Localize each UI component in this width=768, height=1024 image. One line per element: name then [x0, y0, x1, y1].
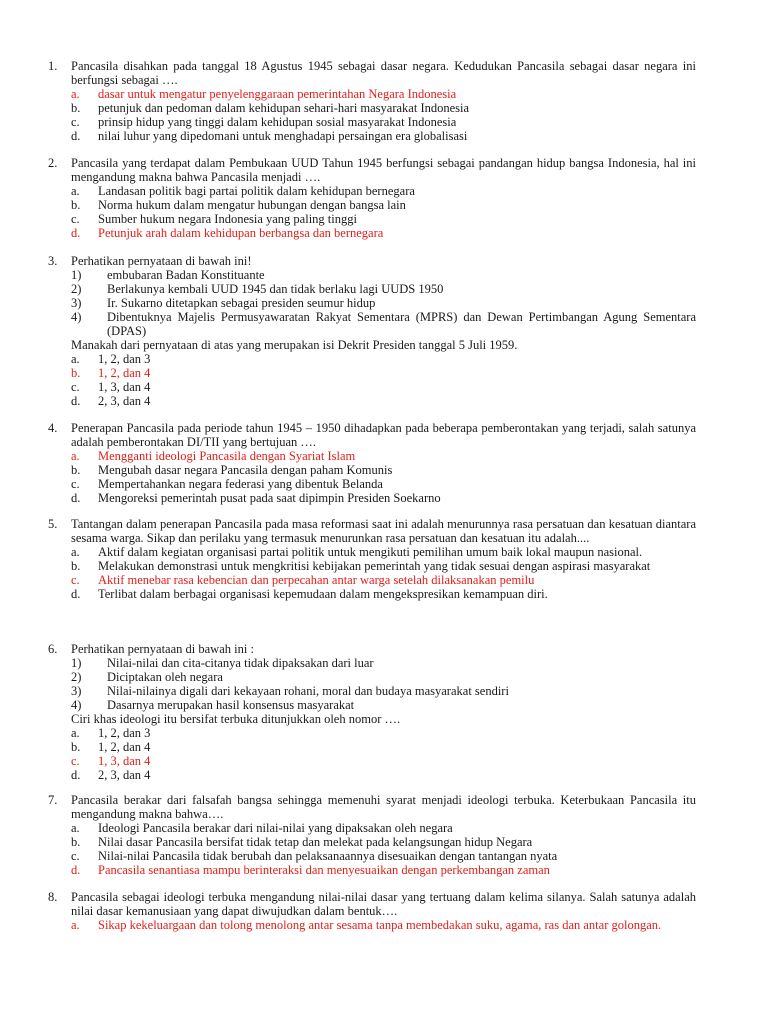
question-followup: Ciri khas ideologi itu bersifat terbuka ditunjukkan oleh nomor …. — [71, 712, 401, 726]
question-2 — [48, 156, 696, 240]
option-letter: c. — [71, 115, 80, 129]
option-text: 1, 3, dan 4 — [98, 380, 151, 394]
option-b — [71, 101, 696, 115]
option-a — [71, 726, 696, 740]
statement-number: 4) — [71, 310, 82, 324]
option-c — [71, 477, 696, 491]
option-a — [71, 87, 696, 101]
statement-2 — [71, 282, 696, 296]
option-text: Landasan politik bagi partai politik dalam kehidupan bernegara — [98, 184, 415, 198]
option-d — [71, 129, 696, 143]
option-letter: a. — [71, 352, 80, 366]
option-letter: d. — [71, 491, 81, 505]
statement-number: 3) — [71, 296, 82, 310]
statement-1 — [71, 656, 696, 670]
option-text: Mengubah dasar negara Pancasila dengan paham Komunis — [98, 463, 393, 477]
option-text: Sikap kekeluargaan dan tolong menolong antar sesama tanpa membedakan suku, agama, ras dan antar golongan. — [98, 918, 662, 932]
statement-3 — [71, 684, 696, 698]
option-text: 1, 2, dan 4 — [98, 740, 151, 754]
option-c — [71, 754, 696, 768]
question-number: 4. — [48, 421, 58, 435]
option-letter: d. — [71, 226, 81, 240]
option-text: Terlibat dalam berbagai organisasi kepemudaan dalam mengekspresikan kemampuan diri. — [98, 587, 548, 601]
option-text: Mengganti ideologi Pancasila dengan Syariat Islam — [98, 449, 356, 463]
option-a — [71, 821, 696, 835]
option-letter: c. — [71, 754, 80, 768]
statement-text: Nilai-nilainya digali dari kekayaan rohani, moral dan budaya masyarakat sendiri — [107, 684, 509, 698]
option-text: 1, 2, dan 4 — [98, 366, 151, 380]
option-letter: b. — [71, 463, 81, 477]
option-text: Nilai-nilai Pancasila tidak berubah dan pelaksanaannya disesuaikan dengan tantangan nyata — [98, 849, 558, 863]
option-letter: c. — [71, 212, 80, 226]
question-8 — [48, 890, 696, 932]
option-d — [71, 587, 696, 601]
option-text: 1, 2, dan 3 — [98, 726, 151, 740]
statement-4 — [71, 698, 696, 712]
question-number: 2. — [48, 156, 58, 170]
question-7 — [48, 793, 696, 877]
option-text: 2, 3, dan 4 — [98, 768, 151, 782]
option-a — [71, 545, 696, 559]
option-letter: d. — [71, 587, 81, 601]
statement-number: 4) — [71, 698, 82, 712]
option-d — [71, 226, 696, 240]
question-text: Perhatikan pernyataan di bawah ini! — [71, 254, 252, 268]
question-followup: Manakah dari pernyataan di atas yang merupakan isi Dekrit Presiden tanggal 5 Juli 1959. — [71, 338, 518, 352]
option-letter: b. — [71, 366, 81, 380]
option-letter: c. — [71, 573, 80, 587]
question-text: Perhatikan pernyataan di bawah ini : — [71, 642, 254, 656]
option-letter: d. — [71, 394, 81, 408]
option-letter: d. — [71, 129, 81, 143]
option-text: Melakukan demonstrasi untuk mengkritisi kebijakan pemerintah yang tidak sesuai dengan aspirasi masyarakat — [98, 559, 651, 573]
option-text: Sumber hukum negara Indonesia yang paling tinggi — [98, 212, 357, 226]
statement-number: 1) — [71, 268, 82, 282]
question-1 — [48, 59, 696, 143]
option-letter: b. — [71, 101, 81, 115]
statement-number: 3) — [71, 684, 82, 698]
option-letter: c. — [71, 849, 80, 863]
option-c — [71, 573, 696, 587]
statement-text: Ir. Sukarno ditetapkan sebagai presiden seumur hidup — [107, 296, 376, 310]
question-3 — [48, 254, 696, 408]
option-b — [71, 740, 696, 754]
option-letter: d. — [71, 863, 81, 877]
statement-number: 1) — [71, 656, 82, 670]
question-number: 7. — [48, 793, 58, 807]
question-4 — [48, 421, 696, 505]
question-text: Penerapan Pancasila pada periode tahun 1945 – 1950 dihadapkan pada beberapa pemberontakan yang terjadi, salah satunya adalah pemberontakan DI/TII yang bertujuan …. — [71, 421, 696, 449]
option-c — [71, 380, 696, 394]
option-d — [71, 863, 696, 877]
option-letter: c. — [71, 380, 80, 394]
option-d — [71, 768, 696, 782]
option-c — [71, 115, 696, 129]
option-b — [71, 198, 696, 212]
option-letter: a. — [71, 545, 80, 559]
statement-text: Dasarnya merupakan hasil konsensus masyarakat — [107, 698, 355, 712]
statement-text: Diciptakan oleh negara — [107, 670, 223, 684]
statement-number: 2) — [71, 282, 82, 296]
question-text: Pancasila berakar dari falsafah bangsa sehingga memenuhi syarat menjadi ideologi terbuka. Keterbukaan Pancasila itu mengandung makna bahwa…. — [71, 793, 696, 821]
statement-4 — [71, 310, 696, 338]
statement-3 — [71, 296, 696, 310]
question-5 — [48, 517, 696, 601]
question-text: Pancasila sebagai ideologi terbuka mengandung nilai-nilai dasar yang tertuang dalam kelima silanya. Salah satunya adalah nilai dasar kemanusiaan yang dapat diwujudkan dalam bentuk…. — [71, 890, 696, 918]
option-text: nilai luhur yang dipedomani untuk menghadapi persaingan era globalisasi — [98, 129, 468, 143]
question-number: 8. — [48, 890, 58, 904]
option-text: Mempertahankan negara federasi yang dibentuk Belanda — [98, 477, 383, 491]
question-text: Pancasila yang terdapat dalam Pembukaan UUD Tahun 1945 berfungsi sebagai pandangan hidup bangsa Indonesia, hal ini mengandung makna bahwa Pancasila menjadi …. — [71, 156, 696, 184]
option-letter: a. — [71, 726, 80, 740]
option-letter: b. — [71, 198, 81, 212]
option-b — [71, 559, 696, 573]
option-text: dasar untuk mengatur penyelenggaraan pemerintahan Negara Indonesia — [98, 87, 457, 101]
option-text: 1, 3, dan 4 — [98, 754, 151, 768]
option-letter: b. — [71, 740, 81, 754]
question-number: 3. — [48, 254, 58, 268]
option-a — [71, 918, 696, 932]
option-text: Petunjuk arah dalam kehidupan berbangsa dan bernegara — [98, 226, 384, 240]
option-a — [71, 352, 696, 366]
option-text: Aktif dalam kegiatan organisasi partai politik untuk mengikuti pemilihan umum baik lokal maupun nasional. — [98, 545, 643, 559]
question-text: Pancasila disahkan pada tanggal 18 Agustus 1945 sebagai dasar negara. Kedudukan Pancasila sebagai dasar negara ini berfungsi sebagai …. — [71, 59, 696, 87]
option-letter: c. — [71, 477, 80, 491]
statement-number: 2) — [71, 670, 82, 684]
option-text: Ideologi Pancasila berakar dari nilai-nilai yang dipaksakan oleh negara — [98, 821, 453, 835]
option-text: 1, 2, dan 3 — [98, 352, 151, 366]
question-text: Tantangan dalam penerapan Pancasila pada masa reformasi saat ini adalah menurunnya rasa persatuan dan kesatuan diantara sesama warga. Sikap dan perilaku yang termasuk menurunkan rasa persatuan dan kesatuan itu adalah.... — [71, 517, 696, 545]
statement-text: embubaran Badan Konstituante — [107, 268, 265, 282]
option-letter: b. — [71, 559, 81, 573]
option-text: Norma hukum dalam mengatur hubungan dengan bangsa lain — [98, 198, 406, 212]
option-a — [71, 184, 696, 198]
statement-text: Berlakunya kembali UUD 1945 dan tidak berlaku lagi UUDS 1950 — [107, 282, 444, 296]
option-text: Mengoreksi pemerintah pusat pada saat dipimpin Presiden Soekarno — [98, 491, 441, 505]
option-d — [71, 394, 696, 408]
question-number: 6. — [48, 642, 58, 656]
option-d — [71, 491, 696, 505]
option-c — [71, 212, 696, 226]
option-c — [71, 849, 696, 863]
question-number: 5. — [48, 517, 58, 531]
option-a — [71, 449, 696, 463]
option-text: petunjuk dan pedoman dalam kehidupan sehari-hari masyarakat Indonesia — [98, 101, 470, 115]
option-text: prinsip hidup yang tinggi dalam kehidupan sosial masyarakat Indonesia — [98, 115, 457, 129]
option-text: Nilai dasar Pancasila bersifat tidak tetap dan melekat pada kelangsungan hidup Negara — [98, 835, 533, 849]
option-b — [71, 463, 696, 477]
option-text: 2, 3, dan 4 — [98, 394, 151, 408]
option-letter: a. — [71, 449, 80, 463]
option-letter: a. — [71, 184, 80, 198]
question-number: 1. — [48, 59, 58, 73]
statement-1 — [71, 268, 696, 282]
option-text: Pancasila senantiasa mampu berinteraksi dan menyesuaikan dengan perkembangan zaman — [98, 863, 550, 877]
option-letter: a. — [71, 918, 80, 932]
option-letter: a. — [71, 87, 80, 101]
option-letter: b. — [71, 835, 81, 849]
option-letter: d. — [71, 768, 81, 782]
statement-text: Nilai-nilai dan cita-citanya tidak dipaksakan dari luar — [107, 656, 374, 670]
option-letter: a. — [71, 821, 80, 835]
option-b — [71, 366, 696, 380]
question-6 — [48, 642, 696, 782]
option-text: Aktif menebar rasa kebencian dan perpecahan antar warga setelah dilaksanakan pemilu — [98, 573, 535, 587]
statement-2 — [71, 670, 696, 684]
statement-text: Dibentuknya Majelis Permusyawaratan Rakyat Sementara (MPRS) dan Dewan Pertimbangan Agung Sementara (DPAS) — [107, 310, 696, 338]
option-b — [71, 835, 696, 849]
